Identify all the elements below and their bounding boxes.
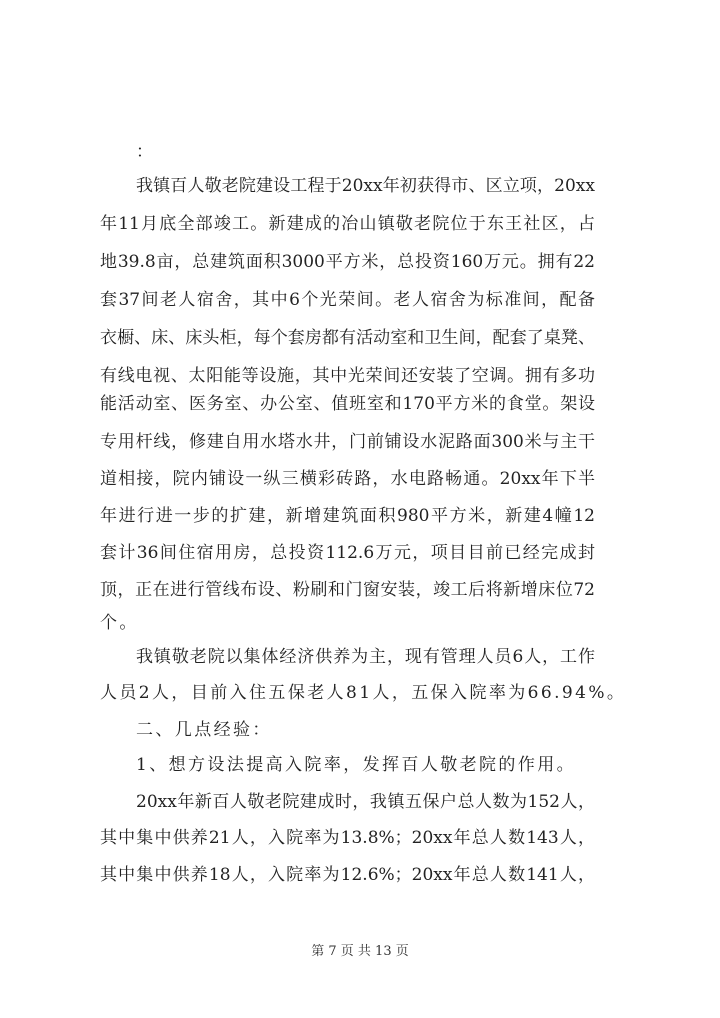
heading-colon: ： [136, 142, 156, 162]
paragraph-line: 人员2人，目前入住五保老人81人，五保入院率为66.94%。 [100, 683, 627, 703]
paragraph-line: 衣橱、床、床头柜，每个套房都有活动室和卫生间，配套了桌凳、 [100, 328, 595, 348]
subsection-heading: 1、想方设法提高入院率，发挥百人敬老院的作用。 [136, 755, 577, 775]
paragraph-line: 其中集中供养18人，入院率为12.6%；20xx年总人数141人， [100, 865, 595, 885]
paragraph-line: 有线电视、太阳能等设施，其中光荣间还安装了空调。拥有多功 [100, 366, 595, 386]
paragraph-line: 个。 [100, 613, 139, 633]
paragraph-line: 套计36间住宿用房，总投资112.6万元，项目目前已经完成封 [100, 543, 595, 563]
paragraph-line: 我镇百人敬老院建设工程于20xx年初获得市、区立项，20xx [136, 176, 595, 196]
paragraph-line: 年进行进一步的扩建，新增建筑面积980平方米，新建4幢12 [100, 506, 595, 526]
paragraph-line: 顶，正在进行管线布设、粉刷和门窗安装，竣工后将新增床位72 [100, 580, 595, 600]
paragraph-line: 道相接，院内铺设一纵三横彩砖路，水电路畅通。20xx年下半 [100, 469, 595, 489]
page-footer: 第 7 页 共 13 页 [311, 944, 409, 959]
paragraph-line: 能活动室、医务室、办公室、值班室和170平方米的食堂。架设 [100, 394, 595, 414]
paragraph-line: 我镇敬老院以集体经济供养为主，现有管理人员6人，工作 [136, 647, 595, 667]
paragraph-line: 20xx年新百人敬老院建成时，我镇五保户总人数为152人， [136, 792, 595, 812]
paragraph-line: 年11月底全部竣工。新建成的冶山镇敬老院位于东王社区，占 [100, 214, 595, 234]
paragraph-line: 其中集中供养21人，入院率为13.8%；20xx年总人数143人， [100, 828, 595, 848]
paragraph-line: 套37间老人宿舍，其中6个光荣间。老人宿舍为标准间，配备 [100, 290, 595, 310]
paragraph-line: 专用杆线，修建自用水塔水井，门前铺设水泥路面300米与主干 [100, 432, 595, 452]
section-heading: 二、几点经验： [136, 720, 272, 740]
paragraph-line: 地39.8亩，总建筑面积3000平方米，总投资160万元。拥有22 [100, 252, 595, 272]
